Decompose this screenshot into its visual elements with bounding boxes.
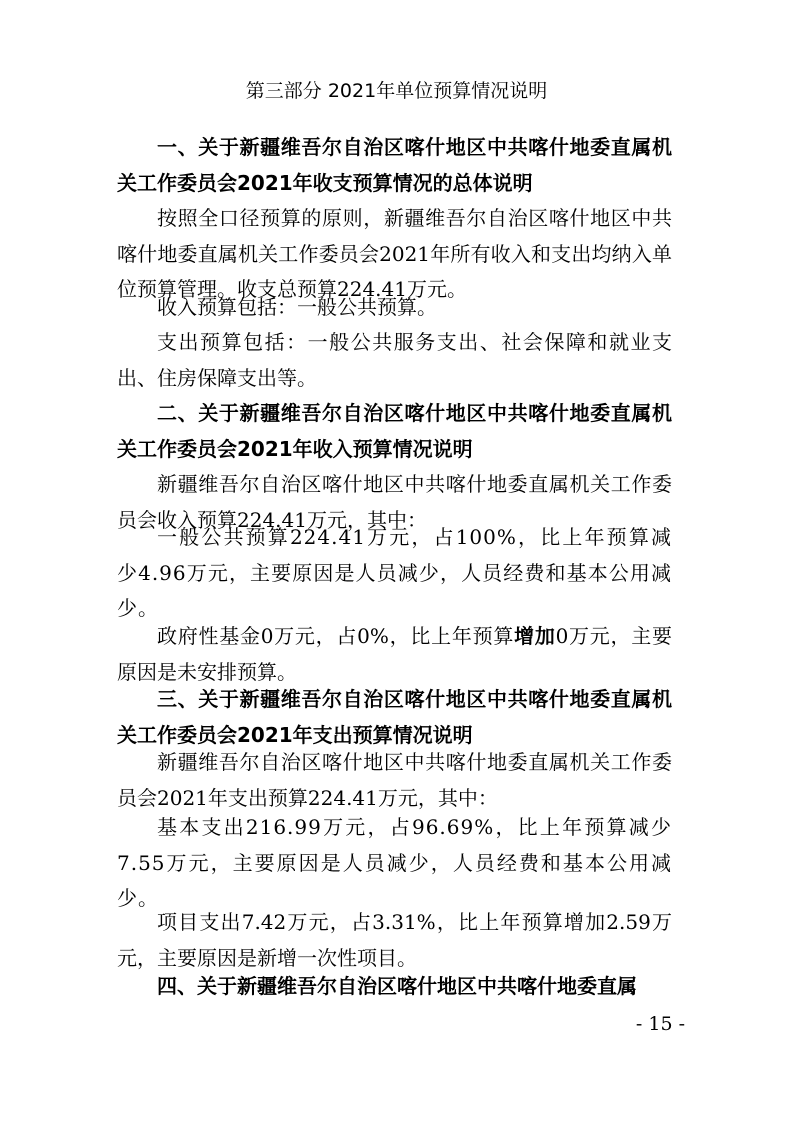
- section-3-paragraph-3: 项目支出7.42万元，占3.31%，比上年预算增加2.59万元，主要原因是新增一次性项目。: [117, 910, 672, 970]
- section-2-paragraph-2: 一般公共预算224.41万元，占100%，比上年预算减少4.96万元，主要原因是人员减少，人员经费和基本公用减少。: [117, 525, 672, 620]
- section-2-paragraph-1: 新疆维吾尔自治区喀什地区中共喀什地委直属机关工作委员会收入预算224.41万元，其中：: [117, 472, 672, 532]
- section-2-paragraph-3: [117, 619, 672, 690]
- page-title: 第三部分 2021年单位预算情况说明: [245, 80, 548, 102]
- section-1-paragraph-1: 按照全口径预算的原则，新疆维吾尔自治区喀什地区中共喀什地委直属机关工作委员会2021年所有收入和支出均纳入单位预算管理。收支总预算224.41万元。: [117, 206, 672, 301]
- section-4-heading: 四、关于新疆维吾尔自治区喀什地区中共喀什地委直属: [157, 974, 637, 998]
- section-3-heading: 三、关于新疆维吾尔自治区喀什地区中共喀什地委直属机关工作委员会2021年支出预算情况说明: [117, 687, 672, 747]
- page-number: - 15 -: [635, 1013, 685, 1035]
- emphasis-text: 增加: [514, 624, 556, 648]
- section-3-paragraph-2: 基本支出216.99万元，占96.69%，比上年预算减少7.55万元，主要原因是人员减少，人员经费和基本公用减少。: [117, 815, 672, 910]
- section-1-paragraph-3: 支出预算包括：一般公共服务支出、社会保障和就业支出、住房保障支出等。: [117, 330, 672, 390]
- section-1-heading: 一、关于新疆维吾尔自治区喀什地区中共喀什地委直属机关工作委员会2021年收支预算情况的总体说明: [117, 135, 672, 195]
- section-3-paragraph-1: 新疆维吾尔自治区喀什地区中共喀什地委直属机关工作委员会2021年支出预算224.41万元，其中：: [117, 750, 672, 810]
- paragraph-text: 0万元，主要原因是未安排预算。: [117, 624, 672, 684]
- section-1-paragraph-2: 收入预算包括：一般公共预算。: [157, 295, 437, 319]
- paragraph-text: 政府性基金0万元，占0%，比上年预算: [157, 624, 515, 648]
- section-2-heading: 二、关于新疆维吾尔自治区喀什地区中共喀什地委直属机关工作委员会2021年收入预算情况说明: [117, 401, 672, 461]
